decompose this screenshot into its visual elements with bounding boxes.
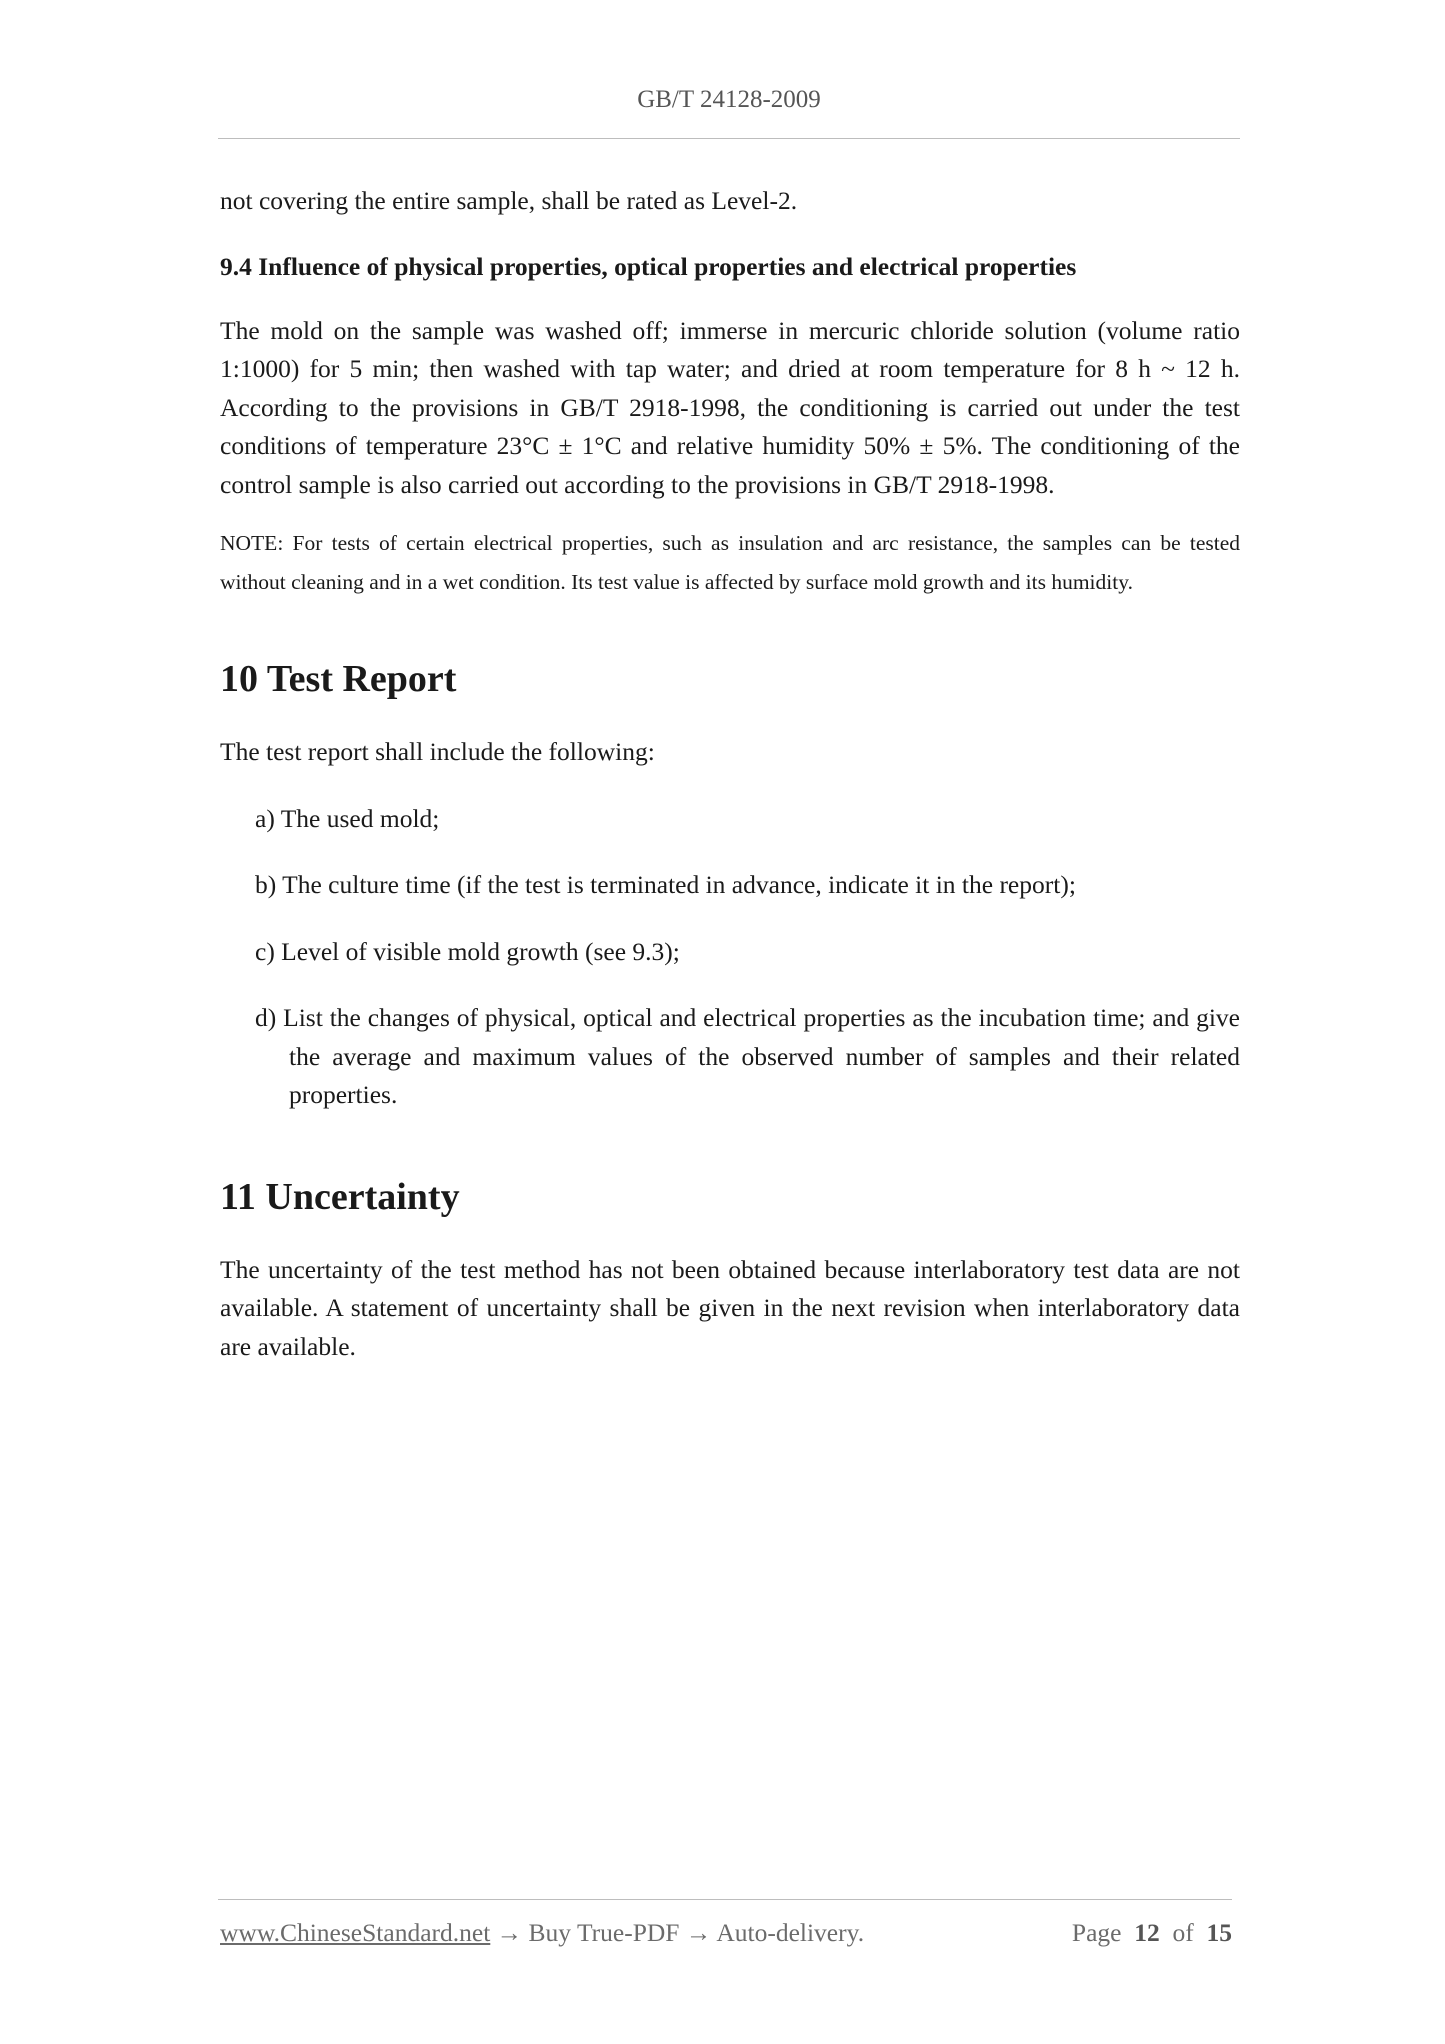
page-number — [1072, 1918, 1232, 1948]
arrow-right-icon: → — [685, 1918, 712, 1947]
continuation-text: not covering the entire sample, shall be rated as Level-2. — [220, 186, 798, 215]
section-11-heading: 11 Uncertainty — [220, 1175, 460, 1218]
section-10-heading: 10 Test Report — [220, 658, 457, 700]
section-11-paragraph: The uncertainty of the test method has not been obtained because interlaboratory test data are not available. A statement of uncertainty shall be given in the next revision when interlaboratory data are available. — [220, 1254, 1240, 1361]
list-item: a) The used mold; — [255, 803, 440, 833]
auto-delivery-text: Auto-delivery. — [716, 1918, 865, 1947]
list-item: c) Level of visible mold growth (see 9.3); — [255, 936, 680, 966]
section-10-intro: The test report shall include the following: — [220, 737, 655, 766]
current-page-number: 12 — [1134, 1918, 1160, 1947]
section-9-4-heading: 9.4 Influence of physical properties, optical properties and electrical properties — [220, 251, 1077, 281]
of-label: of — [1172, 1918, 1194, 1947]
report-items-list — [220, 800, 1240, 1115]
standard-number: GB/T 24128-2009 — [637, 86, 821, 113]
footer-promo — [220, 1918, 864, 1948]
total-page-count: 15 — [1206, 1918, 1232, 1947]
list-item: d) List the changes of physical, optical and electrical properties as the incubation time; and give the average and maximum values of the observed number of samples and their related properties. — [255, 1003, 1240, 1109]
footer-divider — [218, 1899, 1232, 1900]
list-item: b) The culture time (if the test is terminated in advance, indicate it in the report); — [255, 870, 1076, 899]
buy-true-pdf-text: Buy True-PDF — [528, 1918, 680, 1947]
header-divider — [218, 138, 1240, 139]
page-label: Page — [1071, 1918, 1122, 1947]
page-content — [220, 182, 1240, 1366]
page-footer — [220, 1918, 1232, 1954]
section-9-4-note: NOTE: For tests of certain electrical properties, such as insulation and arc resistance, the samples can be tested without cleaning and in a wet condition. Its test value is affected by surface mold growth and its humidity. — [220, 531, 1240, 594]
document-header — [218, 86, 1240, 114]
arrow-right-icon: → — [496, 1918, 523, 1947]
section-9-4-paragraph: The mold on the sample was washed off; immerse in mercuric chloride solution (volume ratio 1:1000) for 5 min; then washed with tap water; and dried at room temperature for 8 h ~ 12 h. According to the provisions in GB/T 2918-1998, the conditioning is carried out under the test conditions of temperature 23°C ± 1°C and relative humidity 50% ± 5%. The conditioning of the control sample is also carried out according to the provisions in GB/T 2918-1998. — [220, 315, 1240, 499]
website-link[interactable]: www.ChineseStandard.net — [220, 1918, 491, 1947]
